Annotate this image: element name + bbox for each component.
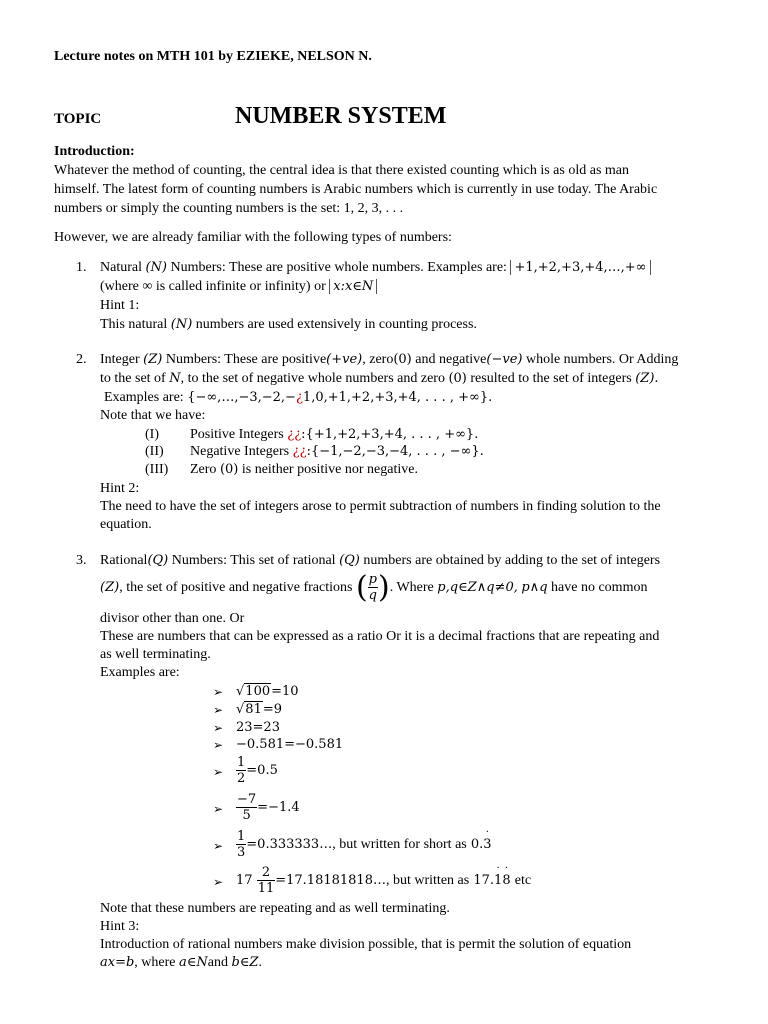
item-2-sub-2-text: Negative Integers xyxy=(190,444,290,459)
example-2: √81=9 xyxy=(236,702,283,717)
item-2-desc: Numbers: These are positive xyxy=(165,352,327,367)
hint-3-eq: ax=b xyxy=(100,955,135,970)
item-2-sub-2 xyxy=(190,443,484,461)
hint-3-end: . xyxy=(258,955,262,970)
item-2-line-1 xyxy=(100,351,678,369)
item-1-set-builder: x:x∈N xyxy=(329,279,377,294)
example-2-radicand: 81 xyxy=(245,702,262,717)
example-5 xyxy=(236,753,278,789)
item-3-line-4: These are numbers that can be expressed as a ratio Or it is a decimal fractions that are repeating and xyxy=(100,629,660,644)
page-title: NUMBER SYSTEM xyxy=(235,103,447,129)
item-2-l2-b: , to the set of negative whole numbers and zero xyxy=(180,371,445,386)
item-2-set-b: 1,0,+1,+2,+3,+4, . . . , +∞}. xyxy=(302,390,493,405)
topic-label: TOPIC xyxy=(54,111,102,127)
item-3-number: 3. xyxy=(76,553,87,568)
fraction-p-over-q xyxy=(368,572,378,603)
example-7-text: , but written for short as xyxy=(332,837,467,852)
item-1-line-1 xyxy=(100,259,651,277)
item-3-desc: Numbers: This set of rational xyxy=(171,553,336,568)
item-1-line-2 xyxy=(100,278,377,296)
item-2-l2-c: resulted to the set of integers xyxy=(470,371,632,386)
hint-2-label: Hint 2: xyxy=(100,481,140,496)
item-3-l2-c: have no common xyxy=(551,580,648,595)
intro-line-3: numbers or simply the counting numbers is the set: 1, 2, 3, . . . xyxy=(54,201,404,216)
item-3-l2-a: , the set of positive and negative fractions xyxy=(119,580,353,595)
item-2-sub-1 xyxy=(190,426,478,444)
bullet-icon: ➢ xyxy=(213,703,224,717)
bullet-icon: ➢ xyxy=(213,721,224,735)
item-3-Q2: (Q) xyxy=(339,553,360,568)
item-2-desc-end: whole numbers. Or Adding xyxy=(525,352,679,367)
bullet-icon: ➢ xyxy=(213,685,224,699)
item-2-sub-2-set: :{−1,−2,−3,−4, . . . , −∞}. xyxy=(306,444,484,459)
bullet-icon: ➢ xyxy=(213,802,224,816)
item-2-l2-N: N xyxy=(169,371,181,386)
item-2-neg-label: and negative xyxy=(415,352,487,367)
item-2-sub-3-rest: is neither positive nor negative. xyxy=(241,462,418,477)
example-2-rhs: =9 xyxy=(262,702,283,717)
bullet-icon: ➢ xyxy=(213,875,224,889)
bullet-icon: ➢ xyxy=(213,839,224,853)
item-1-desc: Numbers: These are positive whole numbers. Examples are: xyxy=(170,260,507,275)
item-2-l2-Z: (Z). xyxy=(635,371,659,386)
item-1-infinity-text: (where ∞ is called infinite or infinity) or xyxy=(100,279,326,294)
example-6-rhs: =−1.4 xyxy=(257,800,300,815)
example-6 xyxy=(236,790,300,826)
fraction-paren-open: ( xyxy=(355,569,368,605)
example-8-text: , but written as xyxy=(385,873,470,888)
hint-3-where: , where xyxy=(134,955,176,970)
item-3-Q: (Q) xyxy=(147,553,169,568)
item-2-set-a: {−∞,…,−3,−2,− xyxy=(187,390,296,405)
example-6-fraction xyxy=(236,792,257,823)
intro-line-1: Whatever the method of counting, the central idea is that there existed counting which is as old as man xyxy=(54,163,629,178)
example-1-radicand: 100 xyxy=(245,684,271,699)
item-2-line-2 xyxy=(100,370,659,388)
example-8-etc: etc xyxy=(514,873,532,888)
example-6-den: 5 xyxy=(242,808,251,823)
item-3-l2-cond: p,q∈Z∧q≠0, xyxy=(437,580,518,595)
hint-3-label: Hint 3: xyxy=(100,919,140,934)
hint-3-line-1: Introduction of rational numbers make division possible, that is permit the solution of equation xyxy=(100,937,632,952)
hint-3-bZ: b∈Z xyxy=(231,955,259,970)
example-8-whole: 17 xyxy=(236,873,253,888)
example-7 xyxy=(236,827,492,863)
example-7-short-int: 0. xyxy=(470,837,484,852)
item-2-sub-2-red: ¿¿ xyxy=(292,444,307,459)
item-3-l2-b: . Where xyxy=(389,580,434,595)
fraction-p: p xyxy=(368,572,377,588)
intro-heading: Introduction: xyxy=(54,144,135,159)
item-2-note: Note that we have: xyxy=(100,408,206,423)
fraction-paren-close: ) xyxy=(378,569,390,605)
example-8-short-dot-1: 1 ˙ xyxy=(494,863,502,899)
hint-2-line-2: equation. xyxy=(100,517,152,532)
hint-1-text xyxy=(100,316,477,334)
item-1-set: +1,+2,+3,+4,…,+∞ xyxy=(510,260,650,275)
item-1-natural: Natural xyxy=(100,260,142,275)
item-2-neg: (−ve) xyxy=(486,352,523,367)
item-2-line-3 xyxy=(104,389,492,407)
item-2-zero-label: , zero xyxy=(362,352,394,367)
example-5-den: 2 xyxy=(237,771,246,786)
item-2-zero: (0) xyxy=(393,352,412,367)
intro-line-2: himself. The latest form of counting numbers is Arabic numbers which is currently in use today. The Arabic xyxy=(54,182,658,197)
item-2-set-red: ¿ xyxy=(295,390,303,405)
item-2-number: 2. xyxy=(76,352,87,367)
hint-2-line-1: The need to have the set of integers arose to permit subtraction of numbers in finding solution to the xyxy=(100,499,661,514)
item-3-line-2 xyxy=(100,568,647,608)
example-7-num: 1 xyxy=(237,829,246,844)
item-1-N: (N) xyxy=(145,260,168,275)
bullet-icon: ➢ xyxy=(213,738,224,752)
example-5-fraction xyxy=(236,755,246,786)
example-5-num: 1 xyxy=(237,755,246,770)
hint-3-and: and xyxy=(207,955,228,970)
example-8-short-int: 17. xyxy=(473,873,495,888)
fraction-q: q xyxy=(368,588,377,604)
example-8-num: 2 xyxy=(257,865,276,881)
item-2-l2-zero: (0) xyxy=(448,371,467,386)
example-7-short-dot: 3 ˙ xyxy=(483,827,491,863)
item-2-sub-1-set: :{+1,+2,+3,+4, . . . , +∞}. xyxy=(301,427,479,442)
item-2-sub-1-red: ¿¿ xyxy=(287,427,302,442)
item-3-line-5: as well terminating. xyxy=(100,647,211,662)
item-2-sub-3 xyxy=(190,461,418,479)
item-3-l2-pq: p∧q xyxy=(521,580,548,595)
example-8-den: 11 xyxy=(257,881,275,896)
hint-1-a: This natural xyxy=(100,317,168,332)
item-2-sub-2-roman: (II) xyxy=(145,444,164,459)
hint-3-line-2 xyxy=(100,954,262,972)
example-3: 23=23 xyxy=(236,720,280,735)
example-1: √100=10 xyxy=(236,684,299,699)
item-2-sub-3-text: Zero xyxy=(190,462,217,477)
hint-3-aN: a∈N xyxy=(179,955,208,970)
example-8 xyxy=(236,863,531,899)
item-2-sub-1-roman: (I) xyxy=(145,427,159,442)
header-line: Lecture notes on MTH 101 by EZIEKE, NELSON N. xyxy=(54,49,372,64)
item-2-integer: Integer xyxy=(100,352,140,367)
item-3-line-3: divisor other than one. Or xyxy=(100,611,245,626)
item-2-examples-label: Examples are: xyxy=(104,390,184,405)
item-3-examples-label: Examples are: xyxy=(100,665,180,680)
hint-1-N: (N) xyxy=(170,317,193,332)
example-6-num: −7 xyxy=(237,792,257,807)
example-7-rhs: =0.333333… xyxy=(246,837,333,852)
intro-familiar: However, we are already familiar with the following types of numbers: xyxy=(54,230,452,245)
item-3-rational: Rational xyxy=(100,553,148,568)
hint-1-b: numbers are used extensively in counting process. xyxy=(195,317,477,332)
item-2-sub-3-zero: (0) xyxy=(219,462,239,477)
item-3-note: Note that these numbers are repeating and as well terminating. xyxy=(100,901,450,916)
item-3-desc-end: numbers are obtained by adding to the set of integers xyxy=(363,553,661,568)
example-7-fraction xyxy=(236,829,246,860)
example-4: −0.581=−0.581 xyxy=(236,737,344,752)
bullet-icon: ➢ xyxy=(213,765,224,779)
example-5-rhs: =0.5 xyxy=(246,763,278,778)
example-8-short-dot-2: 8 ˙ xyxy=(502,863,510,899)
item-2-Z: (Z) xyxy=(143,352,163,367)
example-1-rhs: =10 xyxy=(271,684,299,699)
item-3-l2-Z: (Z) xyxy=(100,580,120,595)
item-1-number: 1. xyxy=(76,260,87,275)
example-8-fraction xyxy=(257,865,276,896)
hint-1-label: Hint 1: xyxy=(100,298,140,313)
item-2-sub-1-text: Positive Integers xyxy=(190,427,284,442)
item-2-pos: (+ve) xyxy=(326,352,363,367)
item-2-l2-a: to the set of xyxy=(100,371,166,386)
example-7-den: 3 xyxy=(237,845,246,860)
example-8-rhs: =17.18181818… xyxy=(275,873,386,888)
item-2-sub-3-roman: (III) xyxy=(145,462,169,477)
